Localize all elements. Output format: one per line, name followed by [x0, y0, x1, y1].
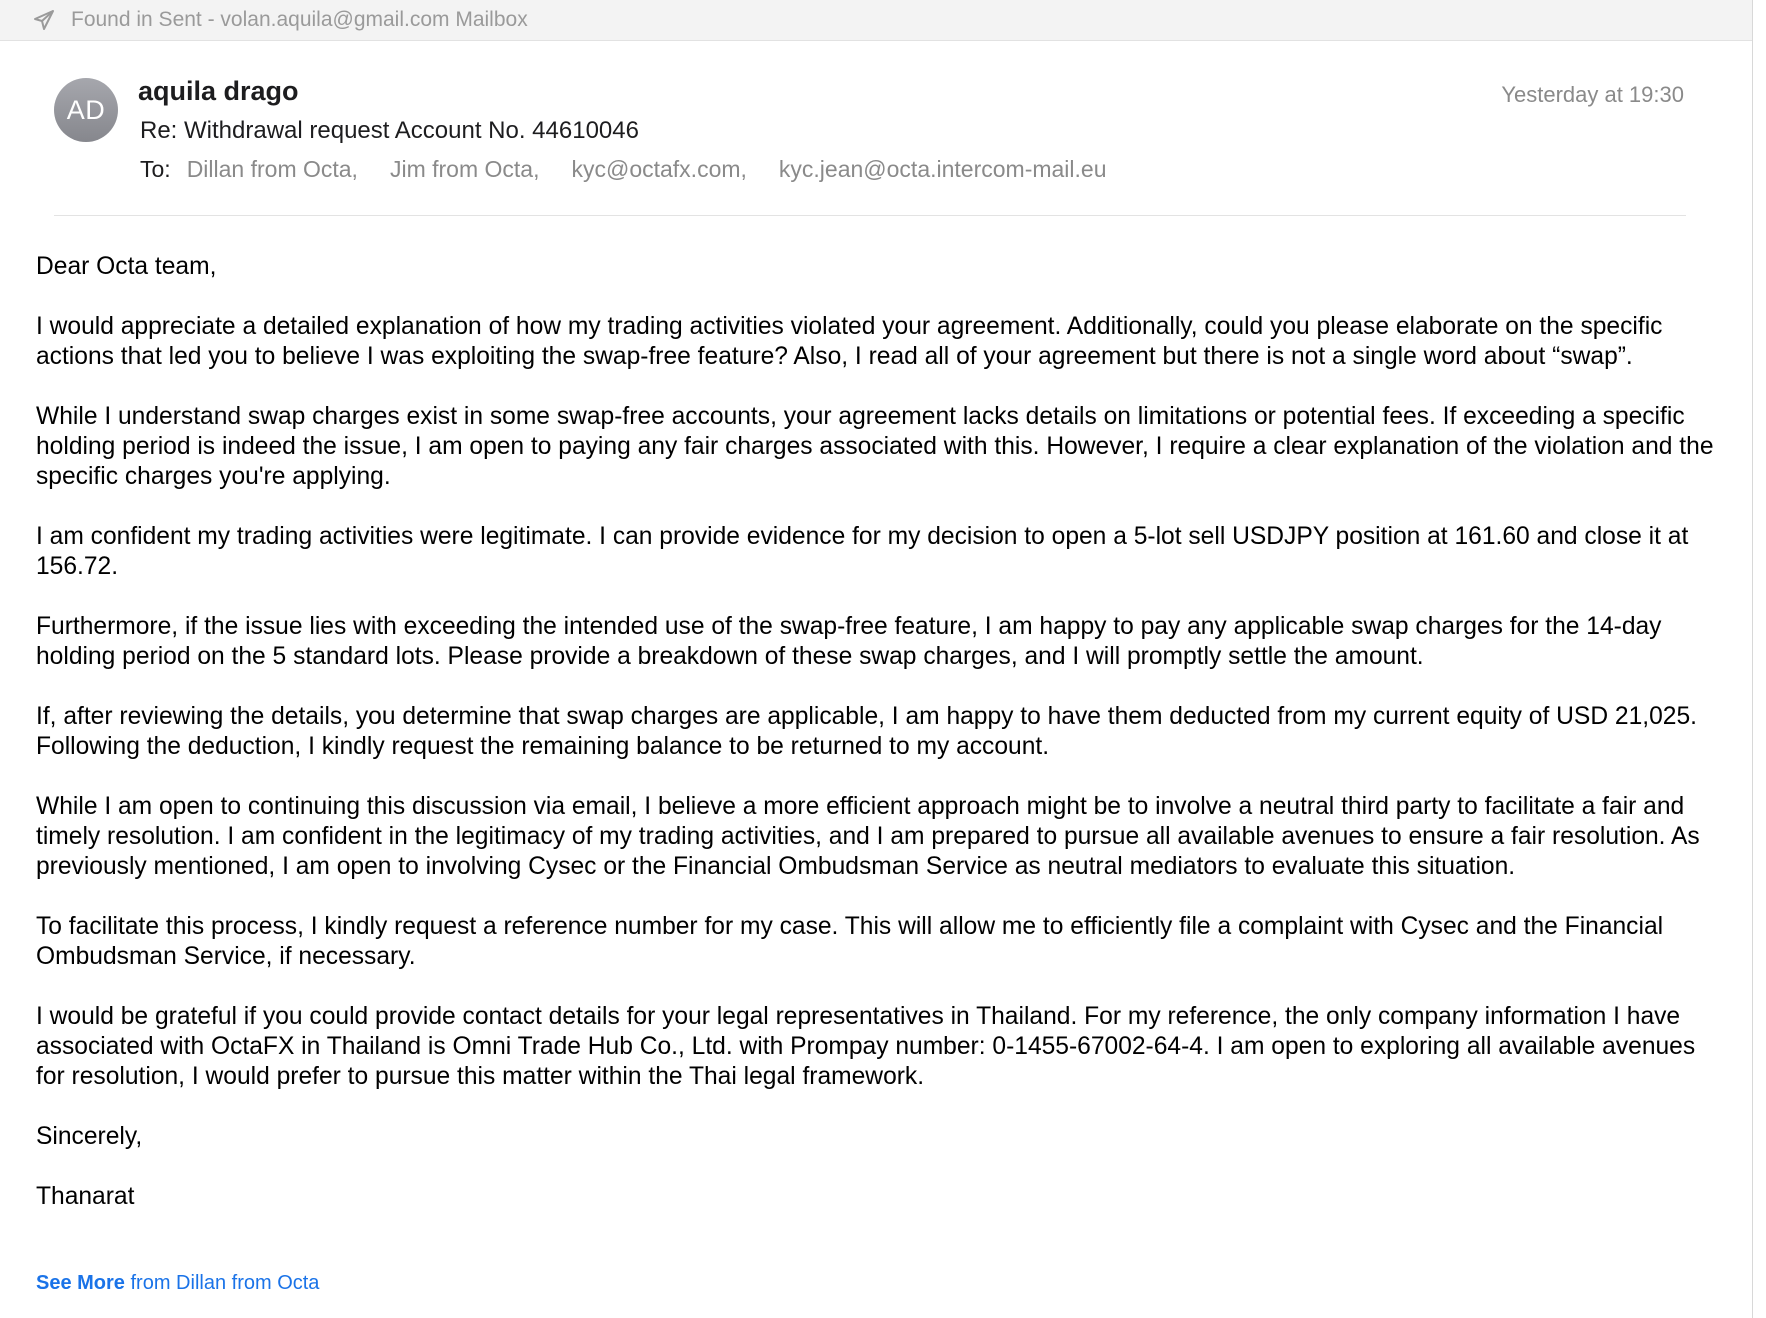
closing: Sincerely,	[36, 1123, 143, 1150]
header-divider	[54, 215, 1686, 216]
body-paragraph: To facilitate this process, I kindly request a reference number for my case. This will allow me to efficiently file a complaint with Cysec and the Financial Ombudsman Service, if necessary.	[36, 913, 1664, 970]
body-paragraph: While I am open to continuing this discussion via email, I believe a more efficient approach might be to involve a neutral third party to facilitate a fair and timely resolution. I am confident in the legitimacy of my trading activities, and I am prepared to pursue all available avenues to ensure a fair resolution. As previously mentioned, I am open to involving Cysec or the Financial Ombudsman Service as neutral mediators to evaluate this situation.	[36, 793, 1700, 880]
recipients-row	[140, 156, 1139, 183]
message-timestamp: Yesterday at 19:30	[1501, 82, 1684, 107]
see-more-label[interactable]: See More	[36, 1272, 125, 1294]
found-in-sent-banner[interactable]	[0, 0, 1752, 41]
see-more-source[interactable]: from Dillan from Octa	[130, 1272, 320, 1294]
sender-name[interactable]: aquila drago	[138, 76, 299, 106]
message-body	[36, 252, 1716, 1242]
paper-plane-icon	[32, 8, 56, 32]
body-paragraph: Furthermore, if the issue lies with exceeding the intended use of the swap-free feature, I am happy to pay any applicable swap charges for the 14-day holding period on the 5 standard lots. Please provide a breakdown of these swap charges, and I will promptly settle the amount.	[36, 613, 1662, 670]
body-paragraph: I would be grateful if you could provide contact details for your legal representatives in Thailand. For my reference, the only company information I have associated with OctaFX in Thailand is Omni Trade Hub Co., Ltd. with Prompay number: 0-1455-67002-64-4. I am open to exploring all available avenues for resolution, I would prefer to pursue this matter within the Thai legal framework.	[36, 1003, 1696, 1090]
recipient[interactable]: Dillan from Octa,	[186, 156, 358, 182]
signature: Thanarat	[36, 1183, 135, 1210]
body-paragraph: While I understand swap charges exist in some swap-free accounts, your agreement lacks details on limitations or potential fees. If exceeding a specific holding period is indeed the issue, I am open to paying any fair charges associated with this. However, I require a clear explanation of the violation and the specific charges you're applying.	[36, 403, 1714, 490]
body-paragraph: If, after reviewing the details, you determine that swap charges are applicable, I am happy to have them deducted from my current equity of USD 21,025. Following the deduction, I kindly request the remaining balance to be returned to my account.	[36, 703, 1697, 760]
recipient[interactable]: kyc@octafx.com,	[571, 156, 747, 182]
found-in-sent-text[interactable]: Found in Sent - volan.aquila@gmail.com Mailbox	[71, 8, 528, 31]
avatar: AD	[54, 78, 118, 142]
see-more-link[interactable]	[36, 1272, 319, 1295]
recipient[interactable]: Jim from Octa,	[389, 156, 540, 182]
body-paragraph: I am confident my trading activities were legitimate. I can provide evidence for my decision to open a 5-lot sell USDJPY position at 161.60 and close it at 156.72.	[36, 523, 1689, 580]
body-paragraph: I would appreciate a detailed explanation of how my trading activities violated your agreement. Additionally, could you please elaborate on the specific actions that led you to believe I was exploiting the swap-free feature? Also, I read all of your agreement but there is not a single word about “swap”.	[36, 313, 1663, 370]
greeting: Dear Octa team,	[36, 253, 217, 280]
message-subject: Re: Withdrawal request Account No. 44610046	[140, 117, 639, 144]
to-label: To:	[140, 156, 171, 182]
recipient[interactable]: kyc.jean@octa.intercom-mail.eu	[778, 156, 1107, 182]
